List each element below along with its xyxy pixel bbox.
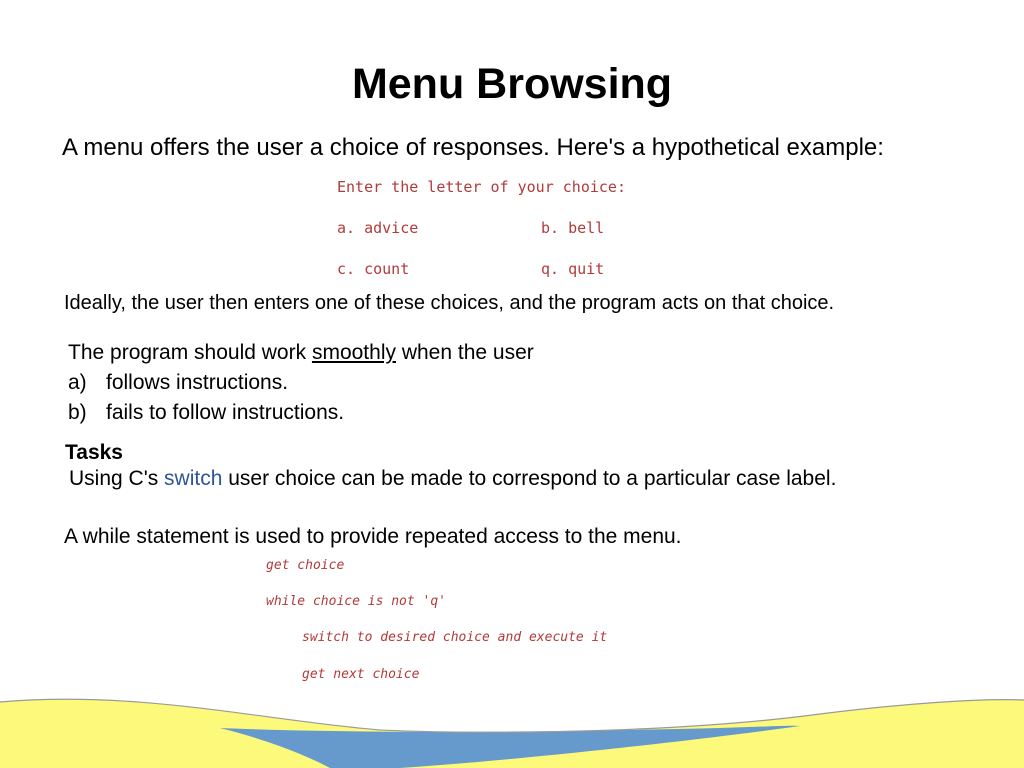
smooth-item-marker: a) xyxy=(68,371,87,394)
menu-option-c: c. count xyxy=(337,260,410,278)
smooth-lead-after: when the user xyxy=(395,341,534,364)
ideal-text: Ideally, the user then enters one of these choices, and the program acts on that choice. xyxy=(64,292,835,314)
pseudocode-line: get choice xyxy=(266,558,345,573)
menu-prompt: Enter the letter of your choice: xyxy=(337,178,626,196)
smooth-item xyxy=(68,398,534,428)
menu-option-q: q. quit xyxy=(541,260,605,278)
intro-text: A menu offers the user a choice of responses. Here's a hypothetical example: xyxy=(62,134,884,161)
decorative-wave xyxy=(0,690,1024,768)
smooth-emphasis: smoothly xyxy=(311,341,396,364)
tasks-line xyxy=(69,465,836,493)
while-text: A while statement is used to provide repeated access to the menu. xyxy=(64,525,682,548)
tasks-line-before: Using C's xyxy=(69,467,165,490)
switch-keyword: switch xyxy=(164,467,223,490)
menu-option-b: b. bell xyxy=(541,219,605,237)
smooth-item-marker: b) xyxy=(68,401,87,424)
slide-title: Menu Browsing xyxy=(351,60,673,108)
smooth-item-text: follows instructions. xyxy=(106,371,289,394)
tasks-heading: Tasks xyxy=(65,441,123,464)
pseudocode-line: get next choice xyxy=(302,667,420,682)
menu-option-a: a. advice xyxy=(337,219,419,237)
smooth-lead-before: The program should work xyxy=(68,341,312,364)
pseudocode-line: switch to desired choice and execute it xyxy=(302,630,608,645)
smooth-block xyxy=(68,338,534,428)
pseudocode-line: while choice is not 'q' xyxy=(266,594,447,609)
smooth-lead xyxy=(68,338,534,368)
smooth-item-text: fails to follow instructions. xyxy=(106,401,345,424)
smooth-item xyxy=(68,368,534,398)
tasks-line-after: user choice can be made to correspond to a particular case label. xyxy=(222,467,837,490)
